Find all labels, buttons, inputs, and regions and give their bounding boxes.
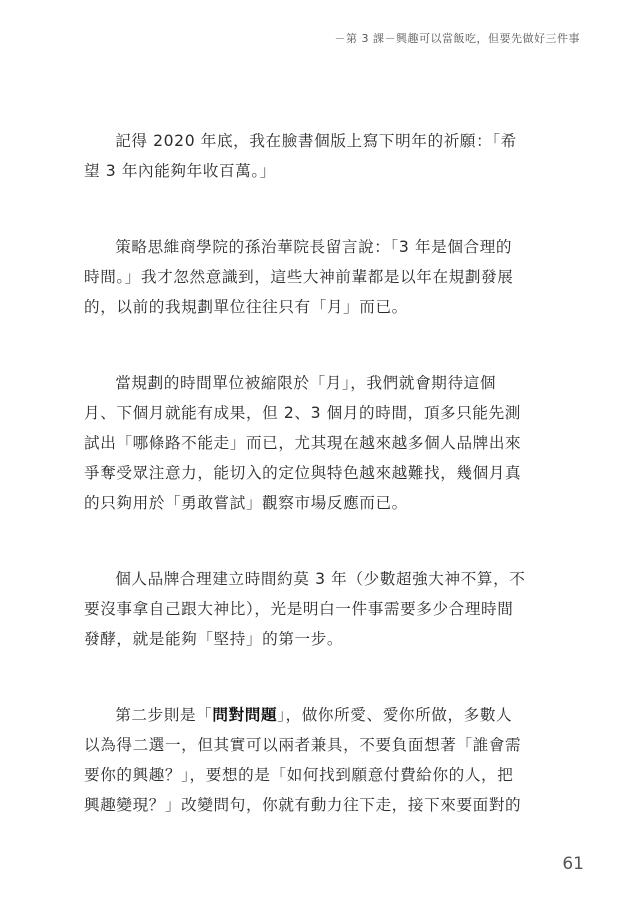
paragraph-5: [84, 700, 540, 820]
paragraph-line: 要沒事拿自己跟大神比），光是明白一件事需要多少合理時間: [84, 600, 514, 618]
paragraph-line: 的，以前的我規劃單位往往只有「月」而已。: [84, 298, 408, 316]
paragraph-line: 的只夠用於「勇敢嘗試」觀察市場反應而已。: [84, 494, 408, 512]
paragraph-line: 策略思維商學院的孫治華院長留言說：「3 年是個合理的: [115, 238, 513, 256]
paragraph-line: 爭奪受眾注意力，能切入的定位與特色越來越難找，幾個月真: [84, 464, 522, 482]
paragraph-3: [84, 368, 540, 518]
text-segment: 」，做你所愛、愛你所做，多數人: [277, 706, 513, 724]
paragraph-line: 試出「哪條路不能走」而已，尤其現在越來越多個人品牌出來: [84, 434, 522, 452]
paragraph-line: 月、下個月就能有成果，但 2、3 個月的時間，頂多只能先測: [84, 404, 521, 422]
paragraph-line: 當規劃的時間單位被縮限於「月」，我們就會期待這個: [115, 374, 497, 392]
paragraph-line: 發酵，就是能夠「堅持」的第一步。: [84, 630, 344, 648]
paragraph-line: [84, 700, 540, 730]
paragraph-2: [84, 232, 540, 322]
paragraph-line: 望 3 年內能夠年收百萬。」: [84, 162, 276, 180]
body-text: [84, 126, 540, 866]
running-header: －第 3 課－興趣可以當飯吃，但要先做好三件事: [334, 32, 580, 45]
paragraph-4: [84, 564, 540, 654]
page-number: 61: [562, 854, 584, 874]
paragraph-line: 個人品牌合理建立時間約莫 3 年（少數超強大神不算，不: [115, 570, 526, 588]
paragraph-line: 要你的興趣？」，要想的是「如何找到願意付費給你的人，把: [84, 766, 514, 784]
paragraph-line: 興趣變現？」改變問句，你就有動力往下走，接下來要面對的: [84, 796, 522, 814]
text-segment: 第二步則是「: [115, 706, 213, 724]
paragraph-line: 以為得二選一，但其實可以兩者兼具，不要負面想著「誰會需: [84, 736, 522, 754]
paragraph-line: 時間。」我才忽然意識到，這些大神前輩都是以年在規劃發展: [84, 268, 514, 286]
paragraph-1: [84, 126, 540, 186]
paragraph-line: 記得 2020 年底，我在臉書個版上寫下明年的祈願：「希: [115, 132, 517, 150]
bold-emphasis: 問對問題: [212, 706, 278, 724]
